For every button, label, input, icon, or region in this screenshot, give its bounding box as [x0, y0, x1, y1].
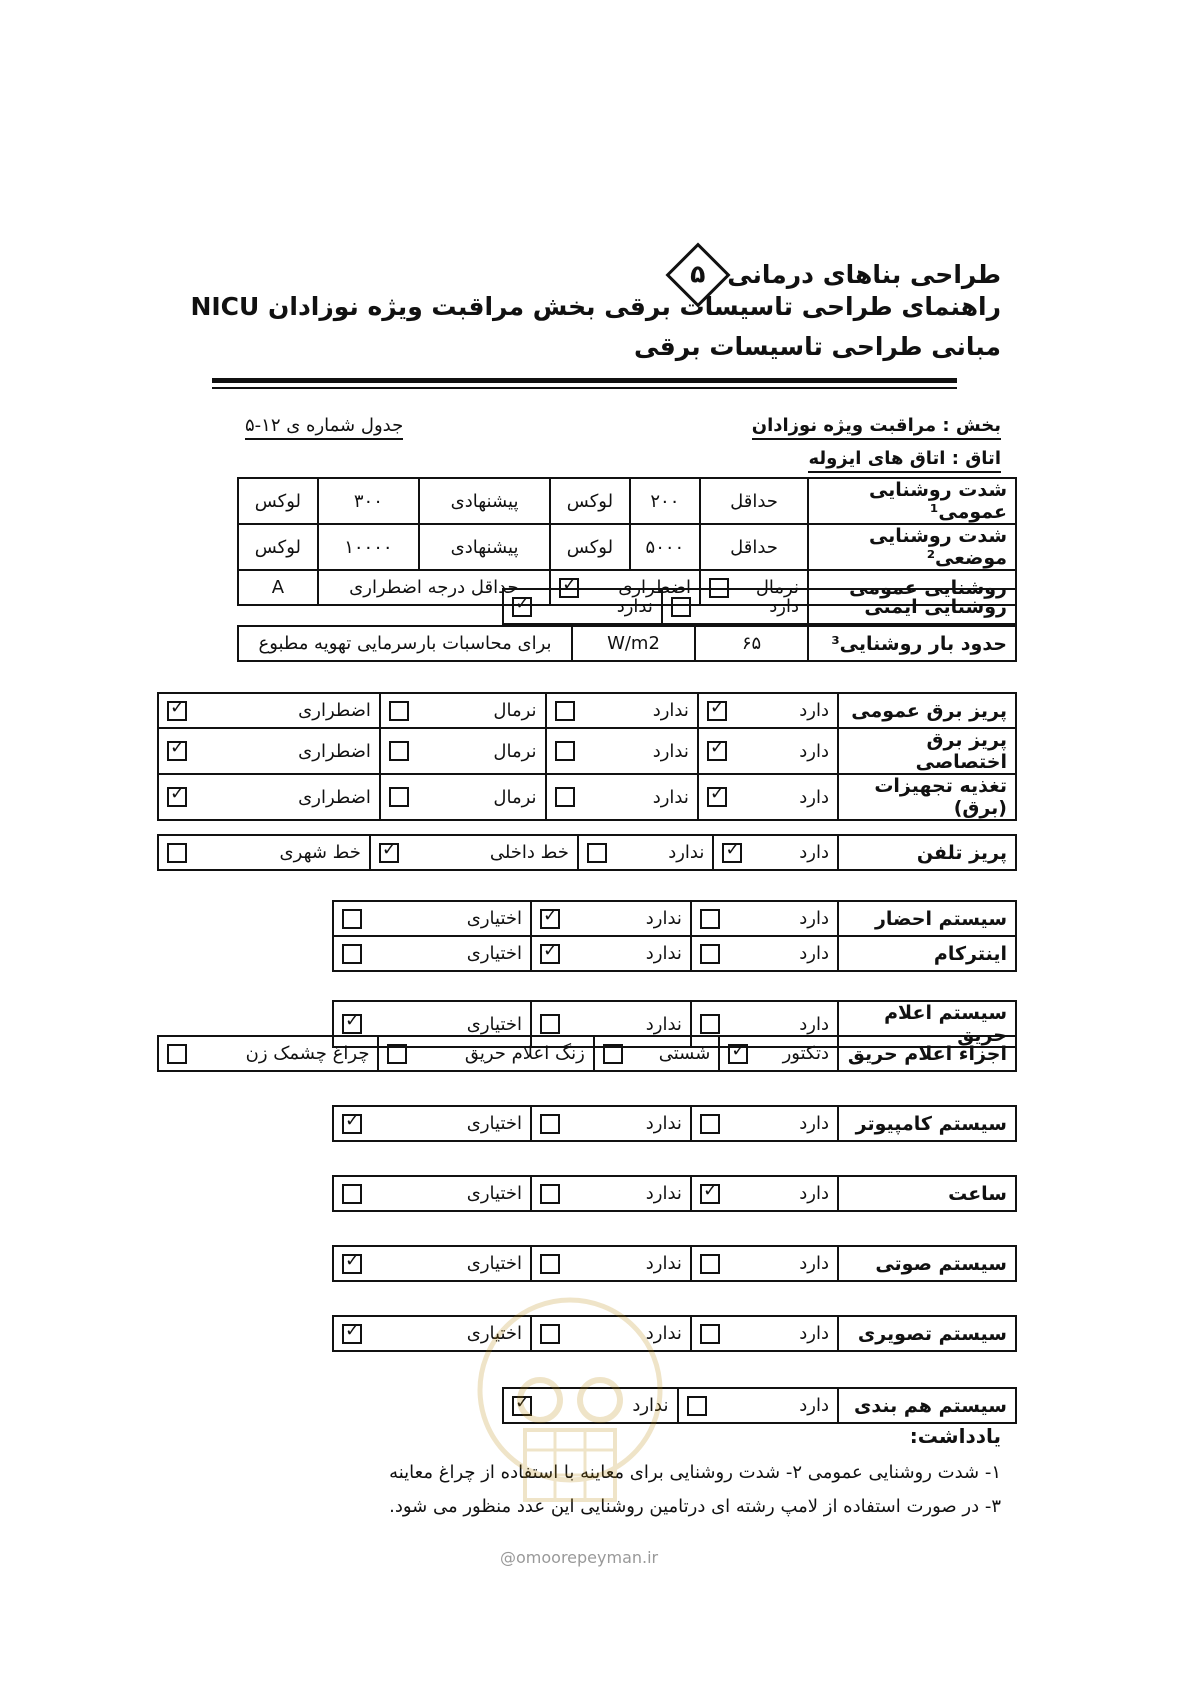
option-hasnt: ندارد: [616, 596, 653, 617]
cell-min-value: ۵۰۰۰: [630, 524, 700, 570]
option-emergency: اضطراری: [298, 700, 371, 721]
option-has: دارد: [799, 1113, 829, 1134]
checkbox-hasnt[interactable]: [555, 787, 575, 807]
option-has: دارد: [799, 943, 829, 964]
clock-label: ساعت: [838, 1176, 1016, 1211]
table-row: [333, 901, 1016, 936]
option-city-line: خط شهری: [279, 842, 361, 863]
table-row: [158, 835, 1016, 870]
checkbox-emergency[interactable]: [167, 701, 187, 721]
safety-lighting-table: [502, 588, 1017, 625]
option-normal: نرمال: [493, 700, 537, 721]
min-emergency-grade-label: حداقل درجه اضطراری: [318, 570, 550, 605]
watermark-logo-icon: [470, 1290, 670, 1520]
checkbox-has[interactable]: [671, 597, 691, 617]
option-hasnt: ندارد: [668, 842, 705, 863]
audio-system-label: سیستم صوتی: [838, 1246, 1016, 1281]
checkbox-optional[interactable]: [342, 944, 362, 964]
option-hasnt: ندارد: [632, 1395, 669, 1416]
option-has: دارد: [799, 1395, 829, 1416]
option-normal: نرمال: [493, 740, 537, 762]
table-row: [238, 626, 1016, 661]
option-normal: نرمال: [493, 786, 537, 808]
checkbox-has[interactable]: [700, 1254, 720, 1274]
general-intensity-label: شدت روشنایی عمومی¹: [808, 478, 1016, 524]
option-optional: اختیاری: [466, 1013, 523, 1035]
video-table: [332, 1315, 1017, 1352]
lighting-load-unit: W/m2: [572, 626, 695, 661]
bonding-system-label: سیستم هم بندی: [838, 1388, 1016, 1423]
note-1: ۱- شدت روشنایی عمومی ۲- شدت روشنایی برای معاینه با استفاده از چراغ معاینه: [389, 1462, 1001, 1483]
nurse-call-label: سیستم احضار: [838, 901, 1016, 936]
general-lighting-label: روشنایی عمومی: [808, 570, 1016, 605]
min-emergency-grade: A: [238, 570, 318, 605]
table-row: [333, 1316, 1016, 1351]
option-fire-bell: زنگ اعلام حریق: [464, 1043, 585, 1064]
checkbox-optional[interactable]: [342, 1324, 362, 1344]
table-row: [158, 774, 1016, 820]
watermark-site: @omoorepeyman.ir: [500, 1548, 659, 1567]
option-has: دارد: [799, 908, 829, 929]
option-hasnt: ندارد: [645, 1113, 682, 1134]
checkbox-has[interactable]: [700, 1324, 720, 1344]
checkbox-normal[interactable]: [389, 787, 409, 807]
option-emergency: اضطراری: [298, 786, 371, 808]
cell-rec-value: ۱۰۰۰۰: [318, 524, 419, 570]
option-manual-call-point: شستی: [658, 1043, 711, 1064]
clock-table: [332, 1175, 1017, 1212]
checkbox-hasnt[interactable]: [555, 701, 575, 721]
checkbox-has[interactable]: [707, 701, 727, 721]
checkbox-has[interactable]: [700, 944, 720, 964]
checkbox-optional[interactable]: [342, 909, 362, 929]
lighting-table: [237, 477, 1017, 606]
option-emergency: اضطراری: [618, 577, 691, 598]
checkbox-emergency[interactable]: [167, 787, 187, 807]
table-row: [503, 589, 1016, 624]
option-hasnt: ندارد: [645, 1323, 682, 1344]
cell-unit: لوکس: [238, 524, 318, 570]
checkbox-hasnt[interactable]: [540, 1254, 560, 1274]
checkbox-hasnt[interactable]: [540, 909, 560, 929]
notes-title: یادداشت:: [909, 1424, 1001, 1448]
checkbox-has[interactable]: [722, 843, 742, 863]
power-table: [157, 692, 1017, 821]
checkbox-hasnt[interactable]: [540, 1184, 560, 1204]
table-number: جدول شماره ی ۱۲-۵: [245, 415, 403, 436]
table-row: [333, 1176, 1016, 1211]
table-row: [238, 478, 1016, 524]
option-optional: اختیاری: [466, 1323, 523, 1344]
option-optional: اختیاری: [466, 1113, 523, 1134]
checkbox-manual-call-point[interactable]: [603, 1044, 623, 1064]
cell-unit: لوکس: [550, 524, 630, 570]
local-intensity-label: شدت روشنایی موضعی²: [808, 524, 1016, 570]
phone-outlet-label: پریز تلفن: [838, 835, 1016, 870]
option-hasnt: ندارد: [645, 1253, 682, 1274]
table-row: [333, 936, 1016, 971]
cell-unit: لوکس: [550, 478, 630, 524]
option-optional: اختیاری: [466, 1253, 523, 1274]
checkbox-detector[interactable]: [728, 1044, 748, 1064]
checkbox-optional[interactable]: [342, 1184, 362, 1204]
phone-table: [157, 834, 1017, 871]
option-hasnt: ندارد: [652, 700, 689, 721]
option-has: دارد: [799, 786, 829, 808]
option-detector: دتکتور: [782, 1043, 829, 1064]
dedicated-outlet-label: پریز برق اختصاصی: [838, 728, 1016, 774]
computer-table: [332, 1105, 1017, 1142]
table-row: [158, 693, 1016, 728]
checkbox-emergency[interactable]: [167, 741, 187, 761]
equipment-feed-label: تغذیه تجهیزات (برق): [838, 774, 1016, 820]
checkbox-hasnt[interactable]: [587, 843, 607, 863]
checkbox-optional[interactable]: [342, 1254, 362, 1274]
section-label: بخش : مراقبت ویژه نوزادان: [752, 415, 1001, 436]
checkbox-hasnt[interactable]: [540, 1014, 560, 1034]
checkbox-flasher[interactable]: [167, 1044, 187, 1064]
option-flasher: چراغ چشمک زن: [245, 1043, 370, 1064]
option-has: دارد: [799, 700, 829, 721]
option-hasnt: ندارد: [645, 943, 682, 964]
fire-alarm-label: سیستم اعلام حریق: [838, 1001, 1016, 1047]
option-has: دارد: [799, 842, 829, 863]
option-hasnt: ندارد: [645, 1013, 682, 1035]
option-optional: اختیاری: [466, 943, 523, 964]
option-normal: نرمال: [755, 577, 799, 598]
checkbox-has[interactable]: [707, 787, 727, 807]
cell-min-label: حداقل: [700, 524, 808, 570]
option-optional: اختیاری: [466, 1183, 523, 1204]
option-has: دارد: [799, 1323, 829, 1344]
header-rule-thick: [212, 378, 957, 383]
cell-rec-value: ۳۰۰: [318, 478, 419, 524]
table-row: [158, 1036, 1016, 1071]
safety-lighting-label: روشنایی ایمنی: [808, 589, 1016, 624]
lighting-load-note: برای محاسبات بارسرمایی تهویه مطبوع: [238, 626, 572, 661]
checkbox-has[interactable]: [707, 741, 727, 761]
option-emergency: اضطراری: [298, 740, 371, 762]
checkbox-hasnt[interactable]: [512, 597, 532, 617]
checkbox-has[interactable]: [700, 1114, 720, 1134]
checkbox-optional[interactable]: [342, 1014, 362, 1034]
audio-table: [332, 1245, 1017, 1282]
lighting-load-table: [237, 625, 1017, 662]
option-has: دارد: [799, 1183, 829, 1204]
option-has: دارد: [799, 740, 829, 762]
option-hasnt: ندارد: [652, 740, 689, 762]
checkbox-internal-line[interactable]: [379, 843, 399, 863]
option-hasnt: ندارد: [645, 1183, 682, 1204]
header-rule-thin: [212, 387, 957, 389]
option-has: دارد: [769, 596, 799, 617]
intercom-label: اینترکام: [838, 936, 1016, 971]
option-optional: اختیاری: [466, 908, 523, 929]
checkbox-has[interactable]: [687, 1396, 707, 1416]
general-outlet-label: پریز برق عمومی: [838, 693, 1016, 728]
checkbox-hasnt[interactable]: [540, 944, 560, 964]
table-row: [158, 728, 1016, 774]
note-2: ۳- در صورت استفاده از لامپ رشته ای درتامین روشنایی این عدد منظور می شود.: [389, 1496, 1001, 1517]
cell-rec-label: پیشنهادی: [419, 478, 550, 524]
option-has: دارد: [799, 1013, 829, 1035]
option-internal-line: خط داخلی: [489, 842, 569, 863]
cell-min-label: حداقل: [700, 478, 808, 524]
fire-parts-table: [157, 1035, 1017, 1072]
checkbox-normal[interactable]: [389, 701, 409, 721]
checkbox-optional[interactable]: [342, 1114, 362, 1134]
cell-rec-label: پیشنهادی: [419, 524, 550, 570]
header-line-1-text: طراحی بناهای درمانی: [727, 260, 1001, 289]
checkbox-fire-bell[interactable]: [387, 1044, 407, 1064]
checkbox-has[interactable]: [700, 909, 720, 929]
table-row: [333, 1106, 1016, 1141]
chapter-number: ۵: [690, 259, 706, 289]
option-hasnt: ندارد: [645, 908, 682, 929]
room-label: اتاق : اتاق های ایزوله: [808, 448, 1001, 469]
lighting-load-label: حدود بار روشنایی³: [808, 626, 1016, 661]
checkbox-normal[interactable]: [389, 741, 409, 761]
checkbox-hasnt[interactable]: [555, 741, 575, 761]
table-row: [333, 1246, 1016, 1281]
cell-unit: لوکس: [238, 478, 318, 524]
video-system-label: سیستم تصویری: [838, 1316, 1016, 1351]
call-intercom-table: [332, 900, 1017, 972]
table-row: [238, 524, 1016, 570]
option-hasnt: ندارد: [652, 786, 689, 808]
checkbox-has[interactable]: [700, 1184, 720, 1204]
checkbox-city-line[interactable]: [167, 843, 187, 863]
lighting-load-value: ۶۵: [695, 626, 808, 661]
fire-parts-label: اجزاء اعلام حریق: [838, 1036, 1016, 1071]
computer-system-label: سیستم کامپیوتر: [838, 1106, 1016, 1141]
header-line-3: مبانی طراحی تاسیسات برقی: [634, 332, 1001, 361]
cell-min-value: ۲۰۰: [630, 478, 700, 524]
header-line-2: راهنمای طراحی تاسیسات برقی بخش مراقبت ویژه نوزادان NICU: [190, 292, 1001, 321]
checkbox-hasnt[interactable]: [540, 1114, 560, 1134]
option-has: دارد: [799, 1253, 829, 1274]
checkbox-has[interactable]: [700, 1014, 720, 1034]
